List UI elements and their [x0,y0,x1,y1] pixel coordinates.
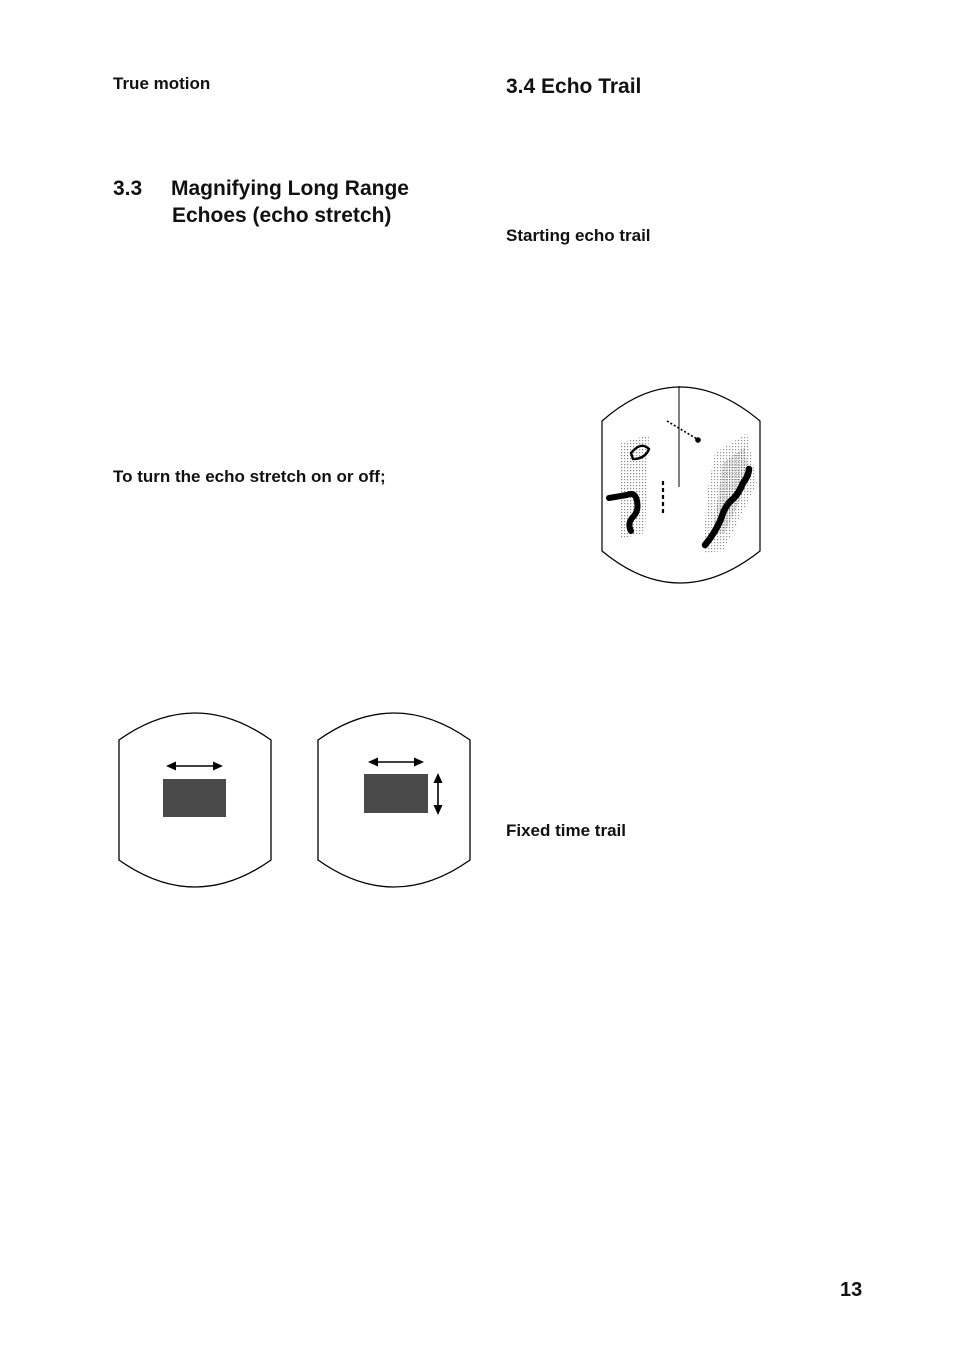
echo-stretch-instruction: To turn the echo stretch on or off; [113,467,386,486]
starting-echo-trail-heading: Starting echo trail [506,226,651,245]
echo-stretch-figure-on [314,700,476,900]
section-3-3-title-line2: Echoes (echo stretch) [172,204,392,227]
target-trail-upper [667,421,697,439]
echo-trail-radar-figure [597,383,765,587]
section-3-4-title: 3.4 Echo Trail [506,75,642,98]
target-echo-upper [695,437,701,443]
arrow-head-left-icon [166,762,176,771]
page-number: 13 [840,1279,863,1301]
arrow-head-right-icon [414,758,424,767]
section-3-3-line1 [113,175,409,202]
arrow-head-up-icon [434,773,443,783]
echo-block [163,779,226,817]
arrow-head-down-icon [434,805,443,815]
arrow-head-right-icon [213,762,223,771]
section-3-3-title-line1: Magnifying Long Range [171,177,409,200]
echo-stretch-figure-off [115,700,277,900]
section-3-3-heading [113,175,409,229]
fixed-time-trail-heading: Fixed time trail [506,821,626,840]
true-motion-heading: True motion [113,74,211,93]
arrow-head-left-icon [368,758,378,767]
section-3-3-number: 3.3 [113,177,143,200]
echo-block [364,774,428,813]
